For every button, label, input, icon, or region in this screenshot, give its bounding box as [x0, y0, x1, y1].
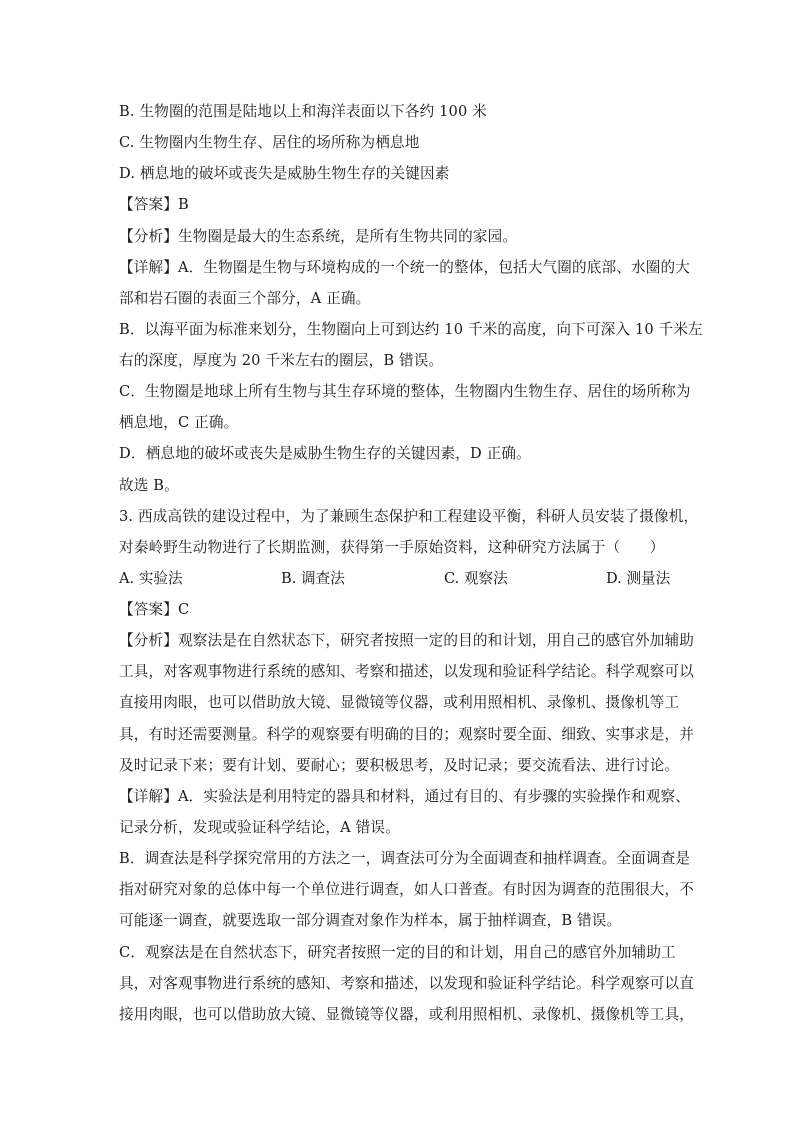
explanation-line: 接用肉眼，也可以借助放大镜、显微镜等仪器，或利用照相机、录像机、摄像机等工具， — [119, 1006, 695, 1023]
explanation-line: 记录分析，发现或验证科学结论，A 错误。 — [119, 819, 400, 836]
choice-c: C. 观察法 — [444, 570, 508, 587]
answer-label: 【答案】C — [119, 601, 190, 618]
analysis-paragraph: 及时记录下来；要有计划、要耐心；要积极思考，及时记录；要交流看法、进行讨论。 — [119, 757, 680, 774]
question-3-stem: 对秦岭野生动物进行了长期监测，获得第一手原始资料，这种研究方法属于（ ） — [119, 539, 665, 556]
analysis-paragraph: 【分析】观察法是在自然状态下，研究者按照一定的目的和计划，用自己的感官外加辅助 — [119, 632, 695, 649]
explanation-line: 部和岩石圈的表面三个部分，A 正确。 — [119, 290, 371, 307]
choice-a: A. 实验法 — [119, 570, 183, 587]
explanation-line: 【详解】A．实验法是利用特定的器具和材料，通过有目的、有步骤的实验操作和观察、 — [119, 788, 690, 805]
explanation-line: 右的深度，厚度为 20 千米左右的圈层，B 错误。 — [119, 352, 444, 369]
option-c-line: C. 生物圈内生物生存、居住的场所称为栖息地 — [119, 134, 420, 151]
answer-label: 【答案】B — [119, 196, 189, 213]
conclusion-line: 故选 B。 — [119, 477, 179, 494]
explanation-line: 栖息地，C 正确。 — [119, 414, 239, 431]
explanation-line: D．栖息地的破坏或丧失是威胁生物生存的关键因素，D 正确。 — [119, 445, 531, 462]
analysis-paragraph: 具，有时还需要测量。科学的观察要有明确的目的；观察时要全面、细致、实事求是，并 — [119, 726, 695, 743]
explanation-line: 【详解】A．生物圈是生物与环境构成的一个统一的整体，包括大气圈的底部、水圈的大 — [119, 259, 690, 276]
explanation-line: 指对研究对象的总体中每一个单位进行调查，如人口普查。有时因为调查的范围很大，不 — [119, 881, 695, 898]
analysis-paragraph: 工具，对客观事物进行系统的感知、考察和描述，以发现和验证科学结论。科学观察可以 — [119, 663, 695, 680]
explanation-line: B．调查法是科学探究常用的方法之一，调查法可分为全面调查和抽样调查。全面调查是 — [119, 850, 691, 867]
explanation-line: C．观察法是在自然状态下，研究者按照一定的目的和计划，用自己的感官外加辅助工 — [119, 944, 676, 961]
explanation-line: C．生物圈是地球上所有生物与其生存环境的整体，生物圈内生物生存、居住的场所称为 — [119, 383, 691, 400]
option-d-line: D. 栖息地的破坏或丧失是威胁生物生存的关键因素 — [119, 165, 450, 182]
analysis-paragraph: 【分析】生物圈是最大的生态系统，是所有生物共同的家园。 — [119, 228, 518, 245]
question-3-stem: 3. 西成高铁的建设过程中，为了兼顾生态保护和工程建设平衡，科研人员安装了摄像机， — [119, 508, 699, 525]
option-b-line: B. 生物圈的范围是陆地以上和海洋表面以下各约 100 米 — [119, 103, 487, 120]
explanation-line: 可能逐一调查，就要选取一部分调查对象作为样本，属于抽样调查，B 错误。 — [119, 912, 622, 929]
explanation-line: 具，对客观事物进行系统的感知、考察和描述，以发现和验证科学结论。科学观察可以直 — [119, 975, 695, 992]
choice-d: D. 测量法 — [606, 570, 671, 587]
explanation-line: B．以海平面为标准来划分，生物圈向上可到达约 10 千米的高度，向下可深入 10 千米左 — [119, 321, 703, 338]
analysis-paragraph: 直接用肉眼，也可以借助放大镜、显微镜等仪器，或利用照相机、录像机、摄像机等工 — [119, 694, 680, 711]
choice-b: B. 调查法 — [281, 570, 345, 587]
